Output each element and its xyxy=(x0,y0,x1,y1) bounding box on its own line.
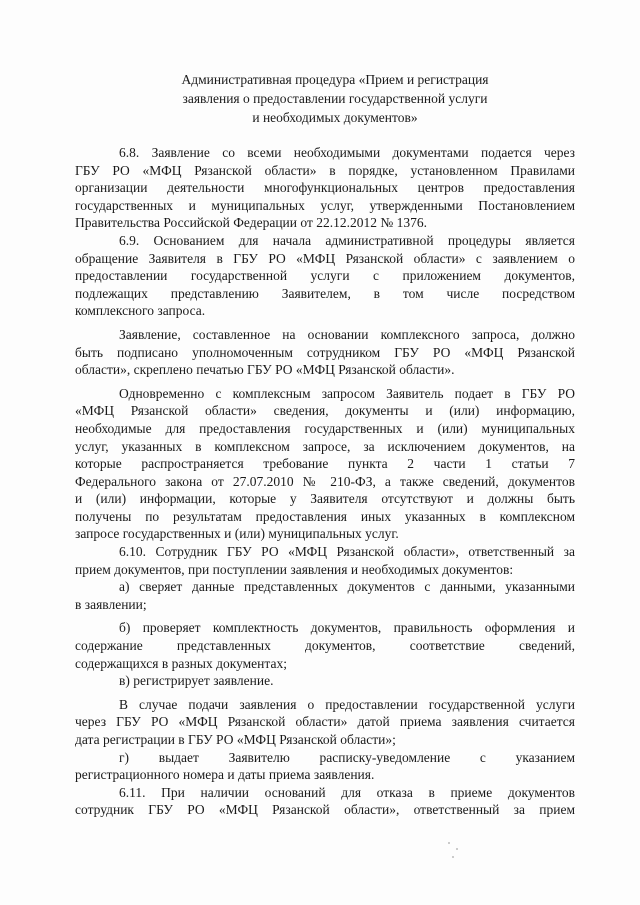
text-line: подлежащих представлению Заявителем, в том числе посредством xyxy=(75,285,575,301)
text-line: б) проверяет комплектность документов, правильность оформления и xyxy=(119,620,575,636)
text-line: запросе государственных и (или) муниципальных услуг. xyxy=(75,526,399,542)
paragraph-6-9 xyxy=(75,232,575,320)
list-item-v xyxy=(75,672,575,690)
text-line: содержащихся в разных документах; xyxy=(75,655,287,671)
text-line: Правительства Российской Федерации от 22.12.2012 № 1376. xyxy=(75,215,427,231)
text-line: организации деятельности многофункциональных центров предоставления xyxy=(75,180,575,196)
paragraph-complex-request xyxy=(75,326,575,379)
text-line: 6.9. Основанием для начала административной процедуры является xyxy=(119,232,575,248)
text-line: сотрудник ГБУ РО «МФЦ Рязанской области», ответственный за прием xyxy=(75,802,575,818)
scan-speck xyxy=(448,842,450,844)
procedure-title xyxy=(150,70,520,127)
text-line: 6.8. Заявление со всеми необходимыми документами подается через xyxy=(119,145,575,160)
text-line: содержание представленных документов, соответствие сведений, xyxy=(75,638,575,654)
text-line: быть подписано уполномоченным сотрудником ГБУ РО «МФЦ Рязанской xyxy=(75,344,575,360)
text-line: дата регистрации в ГБУ РО «МФЦ Рязанской области»; xyxy=(75,732,396,747)
text-line: В случае подачи заявления о предоставлении государственной услуги xyxy=(119,696,575,712)
text-line: через ГБУ РО «МФЦ Рязанской области» датой приема заявления считается xyxy=(75,714,575,730)
scan-speck xyxy=(452,856,454,858)
paragraph-6-11 xyxy=(75,784,575,819)
text-line: комплексного запроса. xyxy=(75,303,206,319)
title-line-1: Административная процедура «Прием и регистрация xyxy=(181,72,489,87)
paragraph-6-10 xyxy=(75,543,575,578)
text-line: области», скреплено печатью ГБУ РО «МФЦ Рязанской области». xyxy=(75,362,455,378)
text-line: получены по результатам предоставления иных указанных в комплексном xyxy=(75,508,575,524)
text-line: Одновременно с комплексным запросом Заявитель подает в ГБУ РО xyxy=(119,385,575,401)
text-line: предоставлении государственной услуги с приложением документов, xyxy=(75,268,575,284)
text-line: государственных и муниципальных услуг, утвержденными Постановлением xyxy=(75,197,575,213)
list-item-b xyxy=(75,619,575,672)
text-line: услуг, указанных в комплексном запросе, за исключением документов, на xyxy=(75,438,575,454)
text-line: Федерального закона от 27.07.2010 № 210-ФЗ, а также сведений, документов xyxy=(75,473,575,489)
text-line: в) регистрирует заявление. xyxy=(119,673,274,689)
title-line-3: и необходимых документов» xyxy=(252,110,418,125)
text-line: необходимые для предоставления государственных и (или) муниципальных xyxy=(75,420,575,436)
text-line: обращение Заявителя в ГБУ РО «МФЦ Рязанской области» с заявлением о xyxy=(75,250,575,266)
text-line: регистрационного номера и даты приема заявления. xyxy=(75,767,375,783)
text-line: которые распространяется требование пункта 2 части 1 статьи 7 xyxy=(75,456,575,472)
text-line: 6.11. При наличии оснований для отказа в приеме документов xyxy=(119,784,575,800)
text-line: а) сверяет данные представленных документов с данными, указанными xyxy=(119,579,575,595)
text-line: г) выдает Заявителю расписку-уведомление с указанием xyxy=(119,749,575,765)
document-body xyxy=(75,144,575,819)
text-line: в заявлении; xyxy=(75,596,147,612)
paragraph-simultaneously xyxy=(75,385,575,543)
text-line: и (или) информации, которые у Заявителя отсутствуют и должны быть xyxy=(75,491,575,507)
text-line: ГБУ РО «МФЦ Рязанской области» в порядке, установленном Правилами xyxy=(75,162,575,178)
title-line-2: заявления о предоставлении государственной услуги xyxy=(182,91,488,106)
text-line: Заявление, составленное на основании комплексного запроса, должно xyxy=(119,326,575,342)
scan-speck xyxy=(456,848,458,850)
text-line: 6.10. Сотрудник ГБУ РО «МФЦ Рязанской области», ответственный за xyxy=(119,544,575,560)
paragraph-6-8 xyxy=(75,144,575,232)
text-line: «МФЦ Рязанской области» сведения, документы и (или) информацию, xyxy=(75,403,575,419)
paragraph-registration-date xyxy=(75,696,575,749)
text-line: прием документов, при поступлении заявления и необходимых документов: xyxy=(75,561,514,577)
list-item-g xyxy=(75,749,575,784)
list-item-a xyxy=(75,578,575,613)
